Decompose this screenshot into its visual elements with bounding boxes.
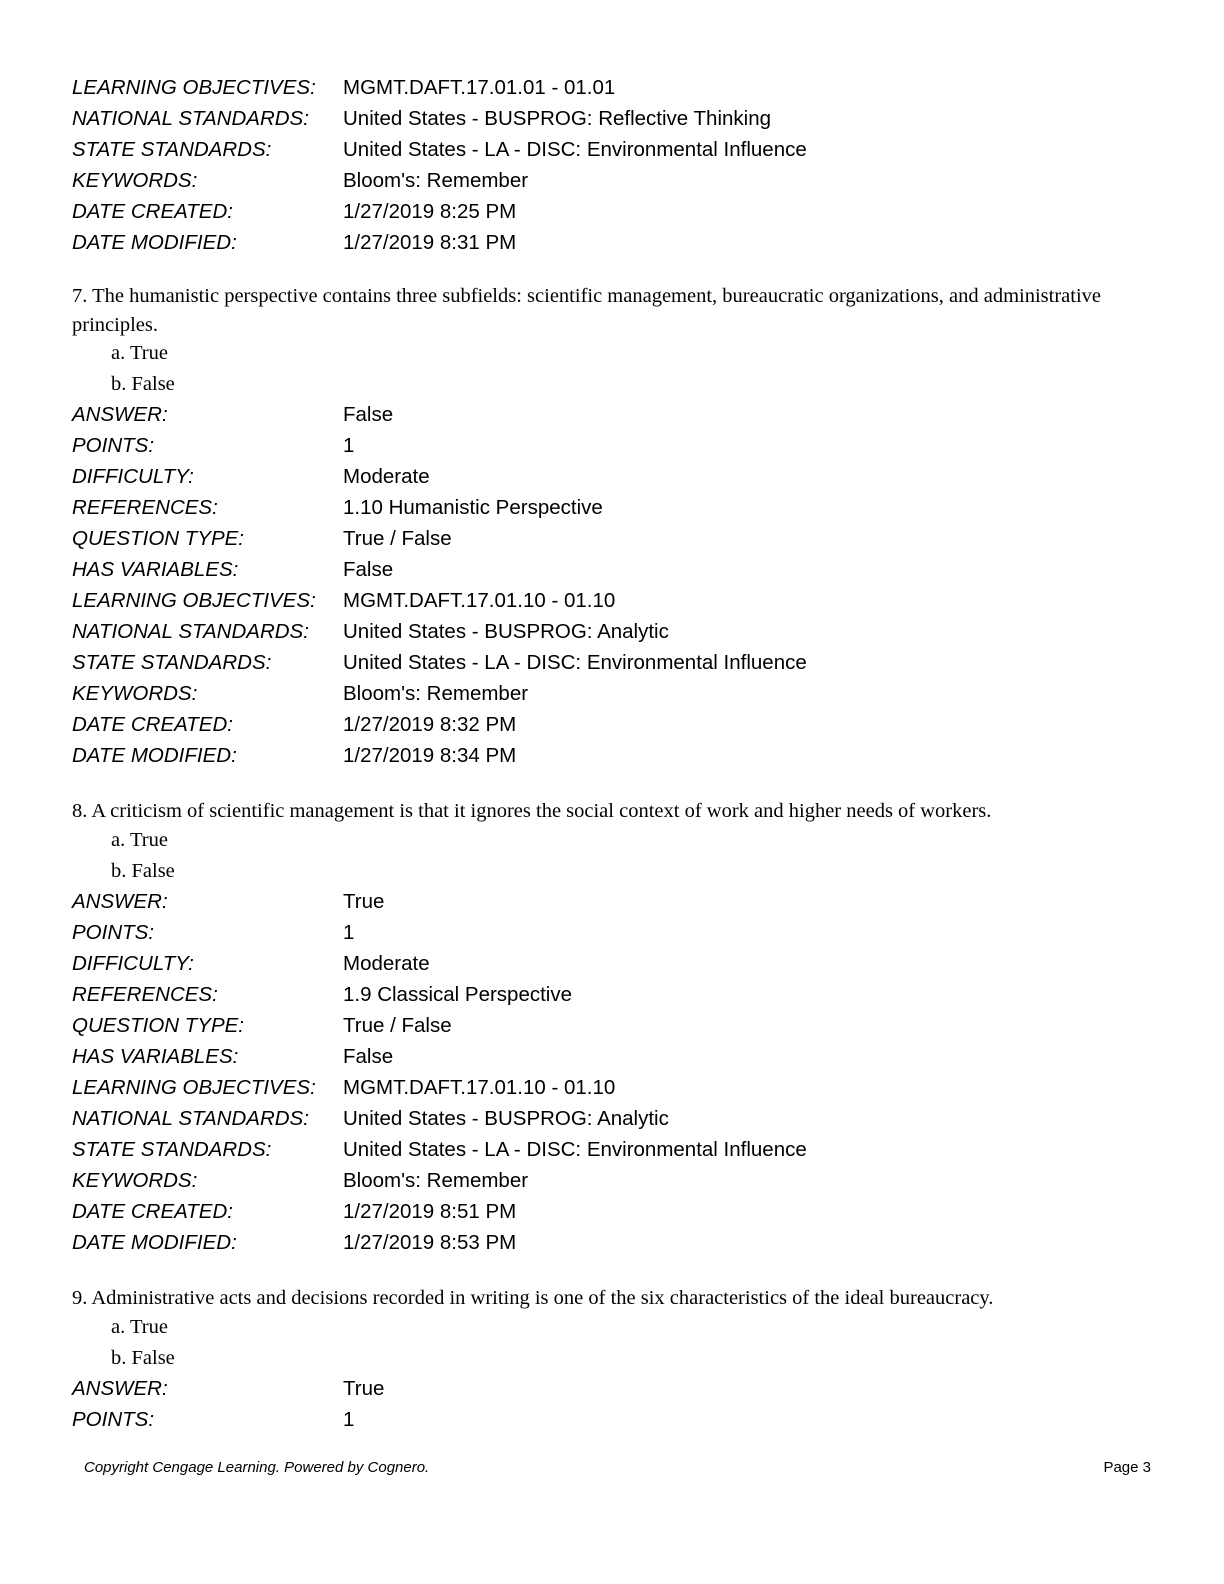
meta-value: 1/27/2019 8:32 PM <box>343 713 517 736</box>
meta-value: False <box>343 1045 394 1068</box>
meta-label: HAS VARIABLES: <box>72 558 239 581</box>
meta-value: True <box>343 1377 385 1400</box>
meta-label: DATE MODIFIED: <box>72 231 237 254</box>
meta-value: Moderate <box>343 465 430 488</box>
meta-label: POINTS: <box>72 1408 155 1431</box>
question-8-option-b: b. False <box>111 860 175 882</box>
meta-label: KEYWORDS: <box>72 1169 198 1192</box>
question-9-text: 9. Administrative acts and decisions recorded in writing is one of the six characteristics of the ideal bureaucracy. <box>72 1287 994 1309</box>
meta-value: False <box>343 558 394 581</box>
question-7-option-b: b. False <box>111 373 175 395</box>
meta-value: False <box>343 403 394 426</box>
question-9-option-b: b. False <box>111 1347 175 1369</box>
meta-label: LEARNING OBJECTIVES: <box>72 1076 316 1099</box>
meta-label: DATE CREATED: <box>72 1200 233 1223</box>
meta-label: DATE MODIFIED: <box>72 1231 237 1254</box>
meta-label: LEARNING OBJECTIVES: <box>72 76 316 99</box>
meta-value: United States - LA - DISC: Environmental Influence <box>343 138 807 161</box>
meta-value: United States - BUSPROG: Analytic <box>343 1107 669 1130</box>
meta-label: ANSWER: <box>72 1377 168 1400</box>
meta-value: 1/27/2019 8:34 PM <box>343 744 517 767</box>
question-7-option-a: a. True <box>111 342 168 364</box>
meta-value: MGMT.DAFT.17.01.01 - 01.01 <box>343 76 616 99</box>
meta-value: True / False <box>343 1014 452 1037</box>
meta-value: 1/27/2019 8:31 PM <box>343 231 517 254</box>
meta-label: DATE CREATED: <box>72 713 233 736</box>
meta-label: LEARNING OBJECTIVES: <box>72 589 316 612</box>
meta-value: United States - LA - DISC: Environmental Influence <box>343 651 807 674</box>
meta-value: Bloom's: Remember <box>343 1169 529 1192</box>
meta-label: ANSWER: <box>72 890 168 913</box>
meta-label: NATIONAL STANDARDS: <box>72 620 309 643</box>
meta-value: True <box>343 890 385 913</box>
meta-label: NATIONAL STANDARDS: <box>72 107 309 130</box>
meta-label: DATE MODIFIED: <box>72 744 237 767</box>
meta-value: 1.10 Humanistic Perspective <box>343 496 603 519</box>
meta-label: POINTS: <box>72 921 155 944</box>
meta-label: NATIONAL STANDARDS: <box>72 1107 309 1130</box>
meta-value: 1/27/2019 8:51 PM <box>343 1200 517 1223</box>
meta-value: United States - LA - DISC: Environmental Influence <box>343 1138 807 1161</box>
meta-label: QUESTION TYPE: <box>72 1014 244 1037</box>
meta-label: HAS VARIABLES: <box>72 1045 239 1068</box>
question-9-option-a: a. True <box>111 1316 168 1338</box>
meta-label: STATE STANDARDS: <box>72 1138 272 1161</box>
meta-label: STATE STANDARDS: <box>72 138 272 161</box>
footer-copyright: Copyright Cengage Learning. Powered by Cognero. <box>84 1459 430 1476</box>
meta-label: QUESTION TYPE: <box>72 527 244 550</box>
meta-value: True / False <box>343 527 452 550</box>
question-8-text: 8. A criticism of scientific management is that it ignores the social context of work and higher needs of workers. <box>72 800 992 822</box>
meta-label: KEYWORDS: <box>72 169 198 192</box>
meta-value: 1.9 Classical Perspective <box>343 983 573 1006</box>
meta-value: 1/27/2019 8:53 PM <box>343 1231 517 1254</box>
question-8-option-a: a. True <box>111 829 168 851</box>
meta-value: 1/27/2019 8:25 PM <box>343 200 517 223</box>
meta-value: MGMT.DAFT.17.01.10 - 01.10 <box>343 1076 616 1099</box>
meta-value: 1 <box>343 434 355 457</box>
meta-label: REFERENCES: <box>72 496 218 519</box>
meta-value: 1 <box>343 1408 355 1431</box>
question-7-text: 7. The humanistic perspective contains three subfields: scientific management, bureaucratic organizations, and administrative principles. <box>72 285 1102 336</box>
meta-value: United States - BUSPROG: Analytic <box>343 620 669 643</box>
meta-label: DIFFICULTY: <box>72 952 194 975</box>
meta-value: United States - BUSPROG: Reflective Thinking <box>343 107 772 130</box>
meta-label: DIFFICULTY: <box>72 465 194 488</box>
meta-label: KEYWORDS: <box>72 682 198 705</box>
meta-value: Moderate <box>343 952 430 975</box>
meta-label: ANSWER: <box>72 403 168 426</box>
meta-label: DATE CREATED: <box>72 200 233 223</box>
meta-label: REFERENCES: <box>72 983 218 1006</box>
meta-label: POINTS: <box>72 434 155 457</box>
meta-value: MGMT.DAFT.17.01.10 - 01.10 <box>343 589 616 612</box>
meta-value: 1 <box>343 921 355 944</box>
meta-value: Bloom's: Remember <box>343 682 529 705</box>
page-number: Page 3 <box>1103 1459 1151 1476</box>
meta-value: Bloom's: Remember <box>343 169 529 192</box>
meta-label: STATE STANDARDS: <box>72 651 272 674</box>
